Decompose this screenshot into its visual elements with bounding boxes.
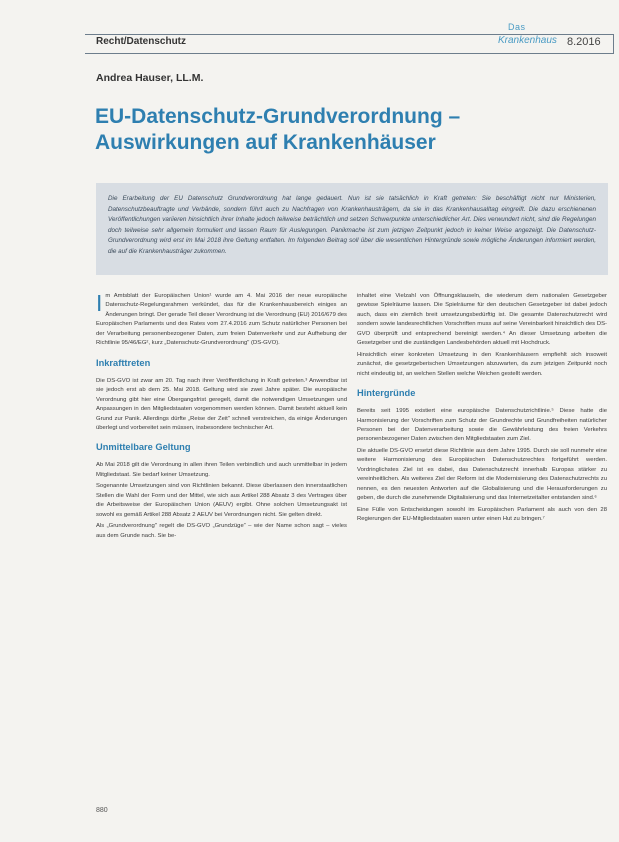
paragraph: Die DS-GVO ist zwar am 20. Tag nach ihrer Veröffentlichung in Kraft getreten.³ Anwendbar ist sie jedoch erst ab dem 25. Mai 2018. Geltung wird sie zwei Jahre später. Die europäische Verordnung gibt hier eine Übergangsfrist geregelt, damit die notwendigen Umsetzungen und Anpassungen in den Mitgliedstaaten vorgenommen werden können. Damit besteht aktuell kein Grund zur Panik. Allerdings dürfte „Reise der Zeit" schnell verstreichen, da einige Änderungen überlegt und vorbereitet sein müssen, insbesondere technischer Art. bbox=[96, 377, 347, 431]
logo-bottom-text: Krankenhaus bbox=[498, 35, 557, 46]
issue-number: 8.2016 bbox=[567, 36, 601, 48]
author-name: Andrea Hauser, LL.M. bbox=[96, 72, 204, 84]
paragraph: inhaltet eine Vielzahl von Öffnungsklauseln, die wiederum dem nationalen Gesetzgeber gewisse Spielräume lassen. Die Spielräume für den deutschen Gesetzgeber ist dabei jedoch auch, dass ein ziemlich breit umsetzungsbedürftig ist. Die gesamte Datenschutzrecht wird sondern sowie landesrechtlichen Vorschriften muss auf seine Vereinbarkeit hinsichtlich des DS-GVO überprüft und entsprechend bereinigt werden.⁴ An dieser Umsetzung arbeiten die Gesetzgeber und die zuständigen Landesbehörden aktuell mit Hochdruck. bbox=[357, 293, 607, 347]
heading-hintergruende: Hintergründe bbox=[357, 388, 416, 399]
heading-inkrafttreten: Inkrafttreten bbox=[96, 357, 151, 368]
abstract-text: Die Erarbeitung der EU Datenschutz Grundverordnung hat lange gedauert. Nun ist sie tatsächlich in Kraft getreten: Sie beschäftigt nicht nur Ministerien, Datenschutzbeauftragte und Verbände, sondern führt auch zu Nachfragen von Krankenhausträgern, da sie in das Krankenhausalltag eingreift. Die dazu erschienenen Veröffentlichungen variieren hinsichtlich ihrer Inhalte jedoch teilweise beträchtlich und setzen Schwerpunkte unterschiedlicher Art. Dies verwundert nicht, sind die Regelungen doch teilweise sehr allgemein formuliert und lassen Raum für Auslegungen. Panikmache ist zum jetzigen Zeitpunkt jedoch in keiner Weise angezeigt. Die Datenschutz-Grundverordnung wird erst im Mai 2018 ihre Geltung entfalten. Im folgenden Beitrag soll über die wesentlichen Hintergründe sowie mögliche Änderungen informiert werden, die auf die Krankenhausträger zukommen. bbox=[108, 195, 596, 255]
journal-logo bbox=[498, 22, 558, 52]
paragraph: Sogenannte Umsetzungen sind von Richtlinien bekannt. Diese überlassen den innerstaatlichen Stellen die Wahl der Form und der Mittel, wie sich aus Artikel 288 Absatz 3 des Vertrages über die Arbeitsweise der Europäischen Union (AEUV) ergibt. Ohne solchen Umsetzungsakt ist sowohl es gemäß Artikel 288 Absatz 2 AEUV bei Verordnungen nicht. Sie gelten direkt. bbox=[96, 483, 347, 518]
abstract-box bbox=[96, 183, 608, 275]
intro-paragraph bbox=[96, 292, 347, 349]
text-column-left bbox=[96, 292, 347, 543]
paragraph: Die aktuelle DS-GVO ersetzt diese Richtlinie aus dem Jahre 1995. Durch sie soll nunmehr eine weitere Harmonisierung des Europäischen Datenschutzrechtes fortgeführt werden. Vordringlichstes Ziel ist es dabei, das Datenschutzrecht innerhalb Europas stärker zu vereinheitlichen. Als weiteres Ziel der Reform ist die Modernisierung des Datenschutzrechts zu nennen, es den neuesten Antworten auf die Globalisierung und die Herausforderungen zu geben, die durch die zunehmende Digitalisierung und das Internetzeitalter entstanden sind.⁶ bbox=[357, 447, 607, 502]
heading-unmittelbare-geltung: Unmittelbare Geltung bbox=[96, 442, 191, 453]
paragraph: Eine Fülle von Entscheidungen sowohl im Europäischen Parlament als auch von den 28 Regierungen der EU-Mitgliedstaaten waren unter einen Hut zu bringen.⁷ bbox=[357, 506, 607, 523]
drop-cap: I bbox=[96, 290, 103, 316]
text-column-right bbox=[357, 292, 607, 527]
article-title: EU-Datenschutz-Grundverordnung – Auswirkungen auf Krankenhäuser bbox=[95, 105, 461, 154]
intro-text: m Amtsblatt der Europäischen Union¹ wurde am 4. Mai 2016 der neue europäische Datenschutz-Regelungsrahmen verkündet, das für die Krankenhausbereich einiges an Änderungen bringt. Der gerade Teil dieser Verordnung ist die Verordnung (EU) 2016/679 des Europäischen Parlaments und des Rates vom 27.4.2016 zum Schutz natürlicher Personen bei der Verarbeitung personenbezogener Daten, zum freien Datenverkehr und zur Aufhebung der Richtlinie 95/46/EG², kurz „Datenschutz-Grundverordnung" (DS-GVO). bbox=[96, 293, 347, 347]
paragraph: Als „Grundverordnung" regelt die DS-GVO „Grundzüge“ – wie der Name schon sagt – vieles aus dem Grunde nach. Sie be- bbox=[96, 523, 347, 539]
paragraph: Bereits seit 1995 existiert eine europäische Datenschutzrichtlinie.⁵ Diese hatte die Harmonisierung der Vorschriften zum Schutz der Grundrechte und Grundfreiheiten natürlicher Personen bei der Datenverarbeitung sowie die Gewährleistung des freien Verkehrs personenbezogener Daten zwischen den Mitgliedstaaten zum Ziel. bbox=[357, 408, 607, 443]
section-label: Recht/Datenschutz bbox=[96, 36, 187, 47]
page-number: 880 bbox=[96, 807, 108, 814]
logo-top-text: Das bbox=[508, 22, 526, 32]
paragraph: Hinsichtlich einer konkreten Umsetzung in den Krankenhäusern empfiehlt sich insoweit zunächst, die gesetzgeberischen Umsetzungen abzuwarten, da zum jetzigen Zeitpunkt noch nicht eindeutig ist, an welchen Stellen welche Weichen gestellt werden. bbox=[357, 351, 607, 377]
paragraph: Ab Mai 2018 gilt die Verordnung in allen ihren Teilen verbindlich und auch unmittelbar in jedem Mitgliedstaat. Sie bedarf keiner Umsetzung. bbox=[96, 462, 347, 478]
